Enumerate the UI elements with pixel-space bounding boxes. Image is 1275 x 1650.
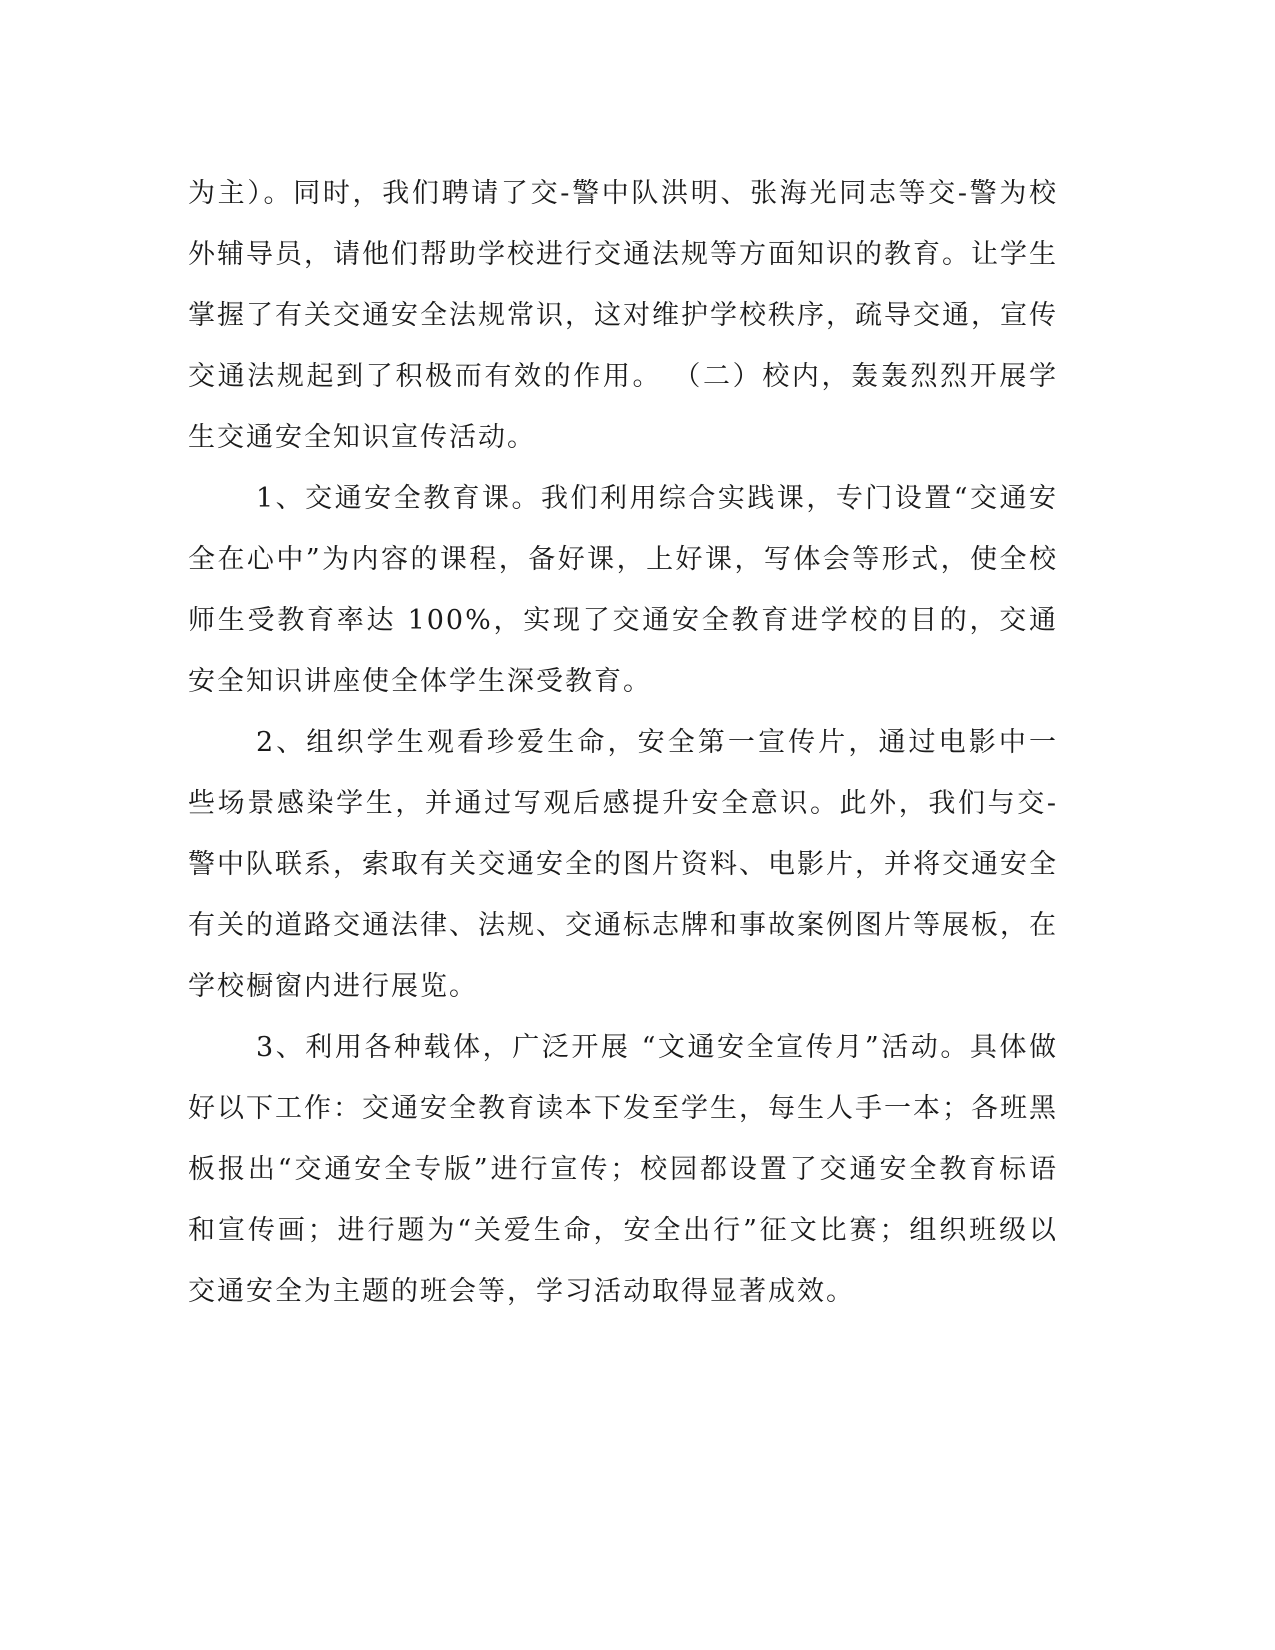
paragraph-item-1: 1、交通安全教育课。我们利用综合实践课，专门设置“交通安全在心中”为内容的课程，备好课，上好课，写体会等形式，使全校师生受教育率达 100%，实现了交通安全教育进学校的目的，交通安全知识讲座使全体学生深受教育。 [188,483,1058,697]
paragraph-item-3: 3、利用各种载体，广泛开展 “文通安全宣传月”活动。具体做好以下工作：交通安全教育读本下发至学生，每生人手一本；各班黑板报出“交通安全专版”进行宣传；校园都设置了交通安全教育标语和宣传画；进行题为“关爱生命，安全出行”征文比赛；组织班级以交通安全为主题的班会等，学习活动取得显著成效。 [188,1032,1058,1307]
paragraph-intro-continuation: 为主）。同时，我们聘请了交-警中队洪明、张海光同志等交-警为校外辅导员，请他们帮助学校进行交通法规等方面知识的教育。让学生掌握了有关交通安全法规常识，这对维护学校秩序，疏导交通，宣传交通法规起到了积极而有效的作用。 （二）校内，轰轰烈烈开展学生交通安全知识宣传活动。 [188,178,1058,453]
body-text [188,163,1058,1322]
paragraph-item-2: 2、组织学生观看珍爱生命，安全第一宣传片，通过电影中一些场景感染学生，并通过写观后感提升安全意识。此外，我们与交-警中队联系，索取有关交通安全的图片资料、电影片，并将交通安全有关的道路交通法律、法规、交通标志牌和事故案例图片等展板，在学校橱窗内进行展览。 [188,727,1058,1002]
